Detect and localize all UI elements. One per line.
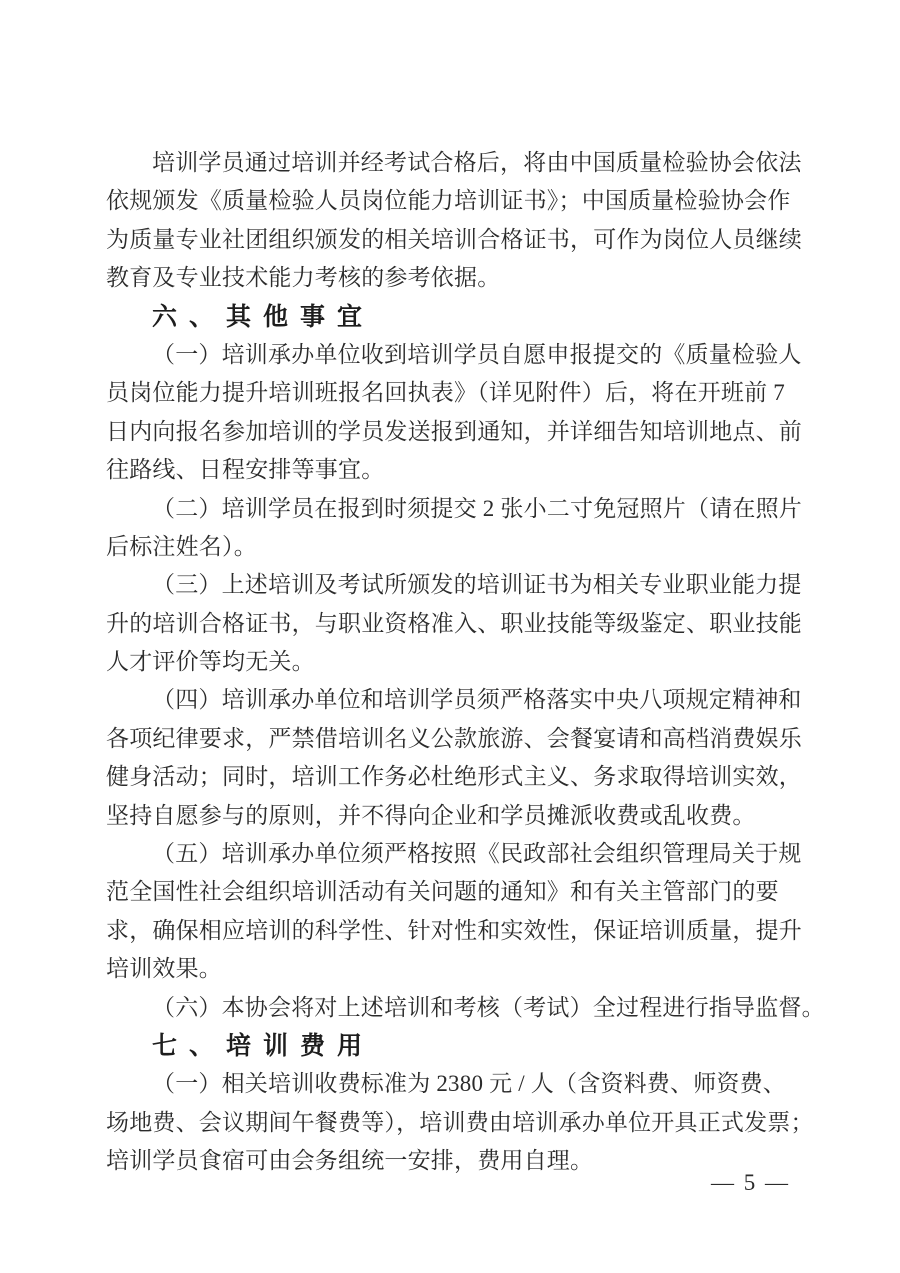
paragraph-line: 后标注姓名）。 xyxy=(106,533,257,559)
paragraph-line: （二）培训学员在报到时须提交 2 张小二寸免冠照片（请在照片 xyxy=(152,495,802,521)
section-heading-other-matters: 六、其他事宜 xyxy=(152,302,375,331)
paragraph-line: 员岗位能力提升培训班报名回执表》（详见附件）后，将在开班前 7 xyxy=(106,380,785,406)
paragraph-line: 升的培训合格证书，与职业资格准入、职业技能等级鉴定、职业技能 xyxy=(106,610,802,636)
paragraph-line: （四）培训承办单位和培训学员须严格落实中央八项规定精神和 xyxy=(152,687,802,713)
paragraph-line: 健身活动；同时，培训工作务必杜绝形式主义、务求取得培训实效， xyxy=(106,764,802,790)
paragraph-line: 坚持自愿参与的原则，并不得向企业和学员摊派收费或乱收费。 xyxy=(106,802,756,828)
paragraph-line: （六）本协会将对上述培训和考核（考试）全过程进行指导监督。 xyxy=(152,994,825,1020)
paragraph-line: 培训学员通过培训并经考试合格后，将由中国质量检验协会依法 xyxy=(152,150,802,175)
paragraph-line: 各项纪律要求，严禁借培训名义公款旅游、会餐宴请和高档消费娱乐 xyxy=(106,725,802,751)
document-body xyxy=(106,144,825,1181)
paragraph-line: （五）培训承办单位须严格按照《民政部社会组织管理局关于规 xyxy=(152,841,802,867)
paragraph-line: （三）上述培训及考试所颁发的培训证书为相关专业职业能力提 xyxy=(152,572,802,598)
paragraph-line: 培训效果。 xyxy=(106,956,222,982)
page-number: — 5 — xyxy=(711,1170,790,1195)
paragraph-line: 人才评价等均无关。 xyxy=(106,649,315,675)
paragraph-line: 教育及专业技术能力考核的参考依据。 xyxy=(106,265,501,291)
paragraph-line: 范全国性社会组织培训活动有关问题的通知》和有关主管部门的要 xyxy=(106,879,779,905)
paragraph-line: （一）培训承办单位收到培训学员自愿申报提交的《质量检验人 xyxy=(152,341,802,367)
paragraph-line: （一）相关培训收费标准为 2380 元 / 人（含资料费、师资费、 xyxy=(152,1071,786,1097)
section-heading-training-fee: 七、培训费用 xyxy=(152,1031,375,1060)
paragraph-line: 往路线、日程安排等事宜。 xyxy=(106,457,385,483)
paragraph-line: 依规颁发《质量检验人员岗位能力培训证书》；中国质量检验协会作 xyxy=(106,188,791,214)
paragraph-line: 培训学员食宿可由会务组统一安排，费用自理。 xyxy=(106,1148,594,1174)
paragraph-line: 求，确保相应培训的科学性、针对性和实效性，保证培训质量，提升 xyxy=(106,917,802,943)
paragraph-line: 日内向报名参加培训的学员发送报到通知，并详细告知培训地点、前 xyxy=(106,418,802,444)
paragraph-line: 场地费、会议期间午餐费等），培训费由培训承办单位开具正式发票； xyxy=(106,1109,814,1135)
paragraph-line: 为质量专业社团组织颁发的相关培训合格证书，可作为岗位人员继续 xyxy=(106,226,802,252)
